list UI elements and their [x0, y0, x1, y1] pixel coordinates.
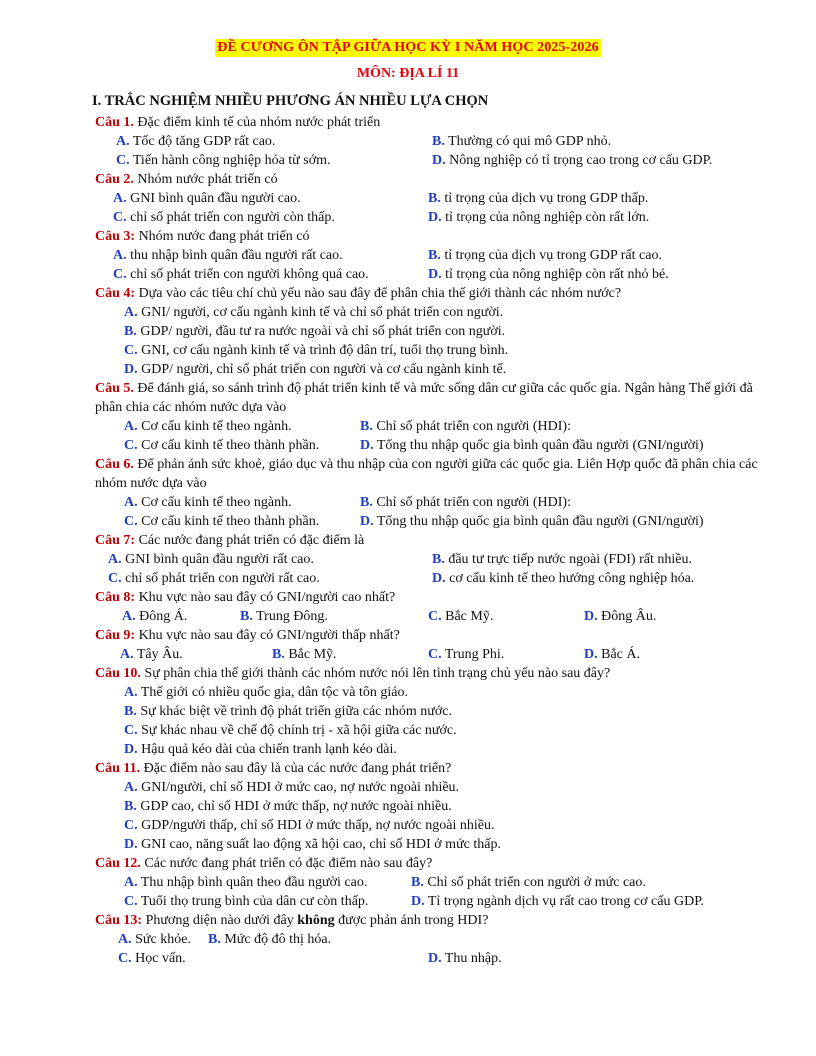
question-text: Khu vực nào sau đây có GNI/người cao nhất? — [135, 590, 396, 605]
question-number: Câu 6. — [95, 457, 134, 472]
option-text: GNI/người, chỉ số HDI ở mức cao, nợ nước ngoài nhiều. — [137, 780, 460, 795]
option-c — [113, 265, 369, 284]
option-letter: D. — [584, 647, 598, 662]
option-text: Học vấn. — [131, 951, 186, 966]
option-text: Tây Âu. — [133, 647, 183, 662]
option-row — [0, 569, 816, 588]
option-text: Tốc độ tăng GDP rất cao. — [129, 134, 276, 149]
option-d — [360, 512, 704, 531]
option-a — [122, 607, 187, 626]
question-number: Câu 13: — [95, 913, 143, 928]
question-block — [0, 455, 816, 531]
question-text: Để phản ánh sức khoẻ, giáo dục và thu nhập của con người giữa các quốc gia. Liên Hợp quốc đã phân chia các nhóm nước dựa vào — [95, 457, 758, 491]
option-d — [584, 645, 640, 664]
question-number: Câu 7: — [95, 533, 136, 548]
option-letter: A. — [124, 780, 138, 795]
option-letter: C. — [118, 951, 132, 966]
option-text: Cơ cấu kinh tế theo thành phần. — [137, 514, 320, 529]
question-block — [0, 664, 816, 759]
option-letter: D. — [360, 438, 374, 453]
question-stem — [95, 854, 775, 873]
document-title: ĐỀ CƯƠNG ÔN TẬP GIỮA HỌC KỲ I NĂM HỌC 2025-2026 — [217, 40, 599, 55]
question-number: Câu 10. — [95, 666, 141, 681]
option-b — [124, 797, 816, 816]
question-list — [0, 113, 816, 968]
option-letter: B. — [124, 704, 137, 719]
option-text: Tiến hành công nghiệp hóa từ sớm. — [129, 153, 331, 168]
option-b — [124, 702, 816, 721]
option-a — [124, 493, 292, 512]
option-d — [124, 740, 816, 759]
option-text: Bắc Á. — [597, 647, 641, 662]
option-a — [124, 683, 816, 702]
option-text: GNI bình quân đầu người rất cao. — [121, 552, 314, 567]
option-row — [0, 607, 816, 626]
option-text: Bắc Mỹ. — [441, 609, 494, 624]
option-row — [0, 208, 816, 227]
option-letter: B. — [432, 552, 445, 567]
option-text: cơ cấu kinh tế theo hướng công nghiệp hóa. — [445, 571, 695, 586]
option-letter: C. — [113, 267, 127, 282]
option-text: chỉ số phát triển con người không quá cao. — [126, 267, 369, 282]
option-text: Thế giới có nhiều quốc gia, dân tộc và tôn giáo. — [137, 685, 408, 700]
option-row — [0, 512, 816, 531]
option-a — [124, 778, 816, 797]
title-wrap — [0, 38, 816, 57]
option-c — [124, 892, 368, 911]
option-letter: B. — [240, 609, 253, 624]
option-letter: A. — [116, 134, 130, 149]
option-text: Tổng thu nhập quốc gia bình quân đầu người (GNI/người) — [373, 514, 704, 529]
option-text: Cơ cấu kinh tế theo ngành. — [137, 495, 292, 510]
option-letter: D. — [432, 153, 446, 168]
option-text: Thu nhập. — [441, 951, 502, 966]
question-stem — [95, 113, 775, 132]
option-b — [272, 645, 337, 664]
option-letter: D. — [428, 267, 442, 282]
option-letter: C. — [124, 894, 138, 909]
option-b — [360, 417, 571, 436]
option-letter: A. — [124, 419, 138, 434]
option-row — [0, 493, 816, 512]
option-c — [116, 151, 331, 170]
option-letter: D. — [428, 951, 442, 966]
question-text: Dựa vào các tiêu chí chủ yếu nào sau đây để phân chia thế giới thành các nhóm nước? — [135, 286, 622, 301]
question-block — [0, 759, 816, 854]
option-text: Sức khỏe. — [131, 932, 191, 947]
option-letter: A. — [122, 609, 136, 624]
option-text: Nông nghiệp có tỉ trọng cao trong cơ cấu GDP. — [445, 153, 713, 168]
option-text: Đông Á. — [135, 609, 188, 624]
option-letter: C. — [428, 647, 442, 662]
option-row — [0, 550, 816, 569]
question-stem — [95, 379, 775, 417]
option-b — [124, 322, 816, 341]
question-number: Câu 1. — [95, 115, 134, 130]
option-row — [0, 949, 816, 968]
question-text: Sự phân chia thế giới thành các nhóm nước nói lên tình trạng chủ yếu nào sau đây? — [140, 666, 611, 681]
option-text: Đông Âu. — [597, 609, 657, 624]
option-letter: C. — [113, 210, 127, 225]
option-row — [0, 645, 816, 664]
question-stem — [95, 531, 775, 550]
option-text: tỉ trọng của nông nghiệp còn rất lớn. — [441, 210, 650, 225]
option-text: GDP/ người, chỉ số phát triển con người và cơ cấu ngành kinh tế. — [137, 362, 507, 377]
option-a — [108, 550, 314, 569]
option-c — [118, 949, 186, 968]
option-d — [428, 208, 649, 227]
question-block — [0, 379, 816, 455]
option-text: GNI cao, năng suất lao động xã hội cao, chỉ số HDI ở mức thấp. — [137, 837, 501, 852]
option-letter: C. — [124, 438, 138, 453]
option-letter: A. — [108, 552, 122, 567]
question-text-bold: không — [297, 913, 335, 928]
option-text: Tổng thu nhập quốc gia bình quân đầu người (GNI/người) — [373, 438, 704, 453]
option-letter: B. — [124, 324, 137, 339]
question-text: Nhóm nước đang phát triển có — [135, 229, 310, 244]
subject-heading: MÔN: ĐỊA LÍ 11 — [356, 66, 460, 81]
option-letter: C. — [116, 153, 130, 168]
option-c — [124, 721, 816, 740]
option-text: thu nhập bình quân đầu người rất cao. — [126, 248, 343, 263]
option-d — [428, 949, 502, 968]
question-text: Các nước đang phát triển có đặc điểm nào sau đây? — [140, 856, 433, 871]
option-letter: A. — [124, 685, 138, 700]
option-c — [113, 208, 335, 227]
option-letter: A. — [124, 875, 138, 890]
option-text: GDP cao, chỉ số HDI ở mức thấp, nợ nước ngoài nhiều. — [136, 799, 452, 814]
question-stem — [95, 227, 775, 246]
question-stem — [95, 626, 775, 645]
option-row — [0, 151, 816, 170]
option-text: Bắc Mỹ. — [284, 647, 337, 662]
option-text: Cơ cấu kinh tế theo ngành. — [137, 419, 292, 434]
question-block — [0, 588, 816, 626]
option-b — [432, 132, 611, 151]
option-text: Tuổi thọ trung bình của dân cư còn thấp. — [137, 894, 369, 909]
option-b — [428, 246, 662, 265]
option-c — [428, 607, 493, 626]
question-number: Câu 8: — [95, 590, 136, 605]
question-number: Câu 3: — [95, 229, 136, 244]
option-letter: B. — [124, 799, 137, 814]
question-number: Câu 4: — [95, 286, 136, 301]
option-text: chỉ số phát triển con người rất cao. — [121, 571, 320, 586]
option-letter: A. — [124, 305, 138, 320]
option-b — [240, 607, 328, 626]
option-text: GNI bình quân đầu người cao. — [126, 191, 301, 206]
option-letter: C. — [428, 609, 442, 624]
option-c — [124, 436, 319, 455]
option-d — [428, 265, 669, 284]
question-block — [0, 911, 816, 968]
question-number: Câu 11. — [95, 761, 141, 776]
option-row — [0, 873, 816, 892]
option-text: Thường có qui mô GDP nhỏ. — [444, 134, 612, 149]
option-letter: B. — [208, 932, 221, 947]
question-block — [0, 170, 816, 227]
question-block — [0, 227, 816, 284]
question-number: Câu 12. — [95, 856, 141, 871]
option-letter: B. — [428, 248, 441, 263]
option-b — [208, 930, 331, 949]
option-text: Mức độ đô thị hóa. — [220, 932, 332, 947]
option-letter: A. — [120, 647, 134, 662]
option-text: đầu tư trực tiếp nước ngoài (FDI) rất nhiều. — [444, 552, 692, 567]
question-text: Khu vực nào sau đây có GNI/người thấp nhất? — [135, 628, 400, 643]
option-letter: B. — [432, 134, 445, 149]
option-text: chỉ số phát triển con người còn thấp. — [126, 210, 335, 225]
option-letter: A. — [113, 248, 127, 263]
option-d — [124, 835, 816, 854]
option-row — [0, 892, 816, 911]
question-block — [0, 113, 816, 170]
option-text: Tỉ trọng ngành dịch vụ rất cao trong cơ cấu GDP. — [424, 894, 704, 909]
option-text: tỉ trọng của dịch vụ trong GDP rất cao. — [440, 248, 662, 263]
question-text: Đặc điểm nào sau đây là của các nước đang phát triển? — [140, 761, 452, 776]
option-text: Chỉ số phát triển con người (HDI): — [372, 419, 571, 434]
option-letter: D. — [584, 609, 598, 624]
option-text: Cơ cấu kinh tế theo thành phần. — [137, 438, 320, 453]
question-stem — [95, 759, 775, 778]
option-row — [0, 246, 816, 265]
option-letter: D. — [428, 210, 442, 225]
option-d — [584, 607, 656, 626]
option-c — [124, 512, 319, 531]
option-letter: D. — [124, 837, 138, 852]
option-b — [360, 493, 571, 512]
option-a — [113, 189, 301, 208]
option-row — [0, 930, 816, 949]
option-d — [432, 569, 694, 588]
option-letter: B. — [428, 191, 441, 206]
option-letter: C. — [124, 514, 138, 529]
option-a — [116, 132, 275, 151]
question-block — [0, 531, 816, 588]
option-a — [124, 417, 292, 436]
question-text: Nhóm nước phát triển có — [133, 172, 278, 187]
question-stem — [95, 911, 775, 930]
question-block — [0, 854, 816, 911]
option-letter: D. — [411, 894, 425, 909]
question-stem — [95, 170, 775, 189]
question-text: Phương diện nào dưới đây — [142, 913, 298, 928]
option-text: Chỉ số phát triển con người ở mức cao. — [423, 875, 646, 890]
option-letter: B. — [272, 647, 285, 662]
option-text: GNI, cơ cấu ngành kinh tế và trình độ dân trí, tuổi thọ trung bình. — [137, 343, 509, 358]
question-text: Đặc điểm kinh tế của nhóm nước phát triển — [133, 115, 381, 130]
option-letter: D. — [124, 362, 138, 377]
option-letter: C. — [108, 571, 122, 586]
option-letter: B. — [360, 495, 373, 510]
option-letter: B. — [360, 419, 373, 434]
option-letter: D. — [124, 742, 138, 757]
option-letter: B. — [411, 875, 424, 890]
option-letter: A. — [118, 932, 132, 947]
option-row — [0, 189, 816, 208]
option-text: GDP/người thấp, chỉ số HDI ở mức thấp, nợ nước ngoài nhiều. — [137, 818, 495, 833]
question-number: Câu 2. — [95, 172, 134, 187]
question-text: Các nước đang phát triển có đặc điểm là — [135, 533, 365, 548]
question-stem — [95, 588, 775, 607]
option-text: tỉ trọng của dịch vụ trong GDP thấp. — [440, 191, 649, 206]
option-row — [0, 436, 816, 455]
section-heading: I. TRẮC NGHIỆM NHIỀU PHƯƠNG ÁN NHIỀU LỰA CHỌN — [92, 93, 489, 109]
option-d — [432, 151, 712, 170]
option-c — [124, 816, 816, 835]
option-text: GNI/ người, cơ cấu ngành kinh tế và chỉ số phát triển con người. — [137, 305, 504, 320]
option-c — [108, 569, 320, 588]
option-a — [113, 246, 343, 265]
option-row — [0, 132, 816, 151]
question-number: Câu 9: — [95, 628, 136, 643]
option-text: Trung Phi. — [441, 647, 505, 662]
option-b — [428, 189, 648, 208]
option-letter: D. — [360, 514, 374, 529]
question-block — [0, 284, 816, 379]
option-c — [428, 645, 504, 664]
question-stem — [95, 455, 775, 493]
question-text: được phản ánh trong HDI? — [334, 913, 489, 928]
option-b — [411, 873, 646, 892]
question-block — [0, 626, 816, 664]
option-letter: C. — [124, 818, 138, 833]
question-text: Để đánh giá, so sánh trình độ phát triển kinh tế và mức sống dân cư giữa các quốc gia. Ngân hàng Thế giới đã phân chia các nhóm nước dựa vào — [95, 381, 753, 415]
option-a — [124, 873, 367, 892]
option-a — [120, 645, 183, 664]
question-stem — [95, 664, 775, 683]
option-letter: C. — [124, 343, 138, 358]
option-row — [0, 417, 816, 436]
question-stem — [95, 284, 775, 303]
option-text: GDP/ người, đầu tư ra nước ngoài và chỉ số phát triển con người. — [136, 324, 506, 339]
option-d — [411, 892, 704, 911]
option-text: tỉ trọng của nông nghiệp còn rất nhỏ bé. — [441, 267, 669, 282]
question-number: Câu 5. — [95, 381, 134, 396]
option-d — [124, 360, 816, 379]
option-text: Sự khác nhau về chế độ chính trị - xã hội giữa các nước. — [137, 723, 457, 738]
option-text: Chỉ số phát triển con người (HDI): — [372, 495, 571, 510]
option-text: Thu nhập bình quân theo đầu người cao. — [137, 875, 368, 890]
option-letter: D. — [432, 571, 446, 586]
option-a — [118, 930, 191, 949]
option-text: Sự khác biệt về trình độ phát triển giữa các nhóm nước. — [136, 704, 452, 719]
option-text: Trung Đông. — [252, 609, 328, 624]
option-b — [432, 550, 692, 569]
option-text: Hậu quả kéo dài của chiến tranh lạnh kéo dài. — [137, 742, 397, 757]
option-letter: C. — [124, 723, 138, 738]
option-row — [0, 265, 816, 284]
option-d — [360, 436, 704, 455]
option-letter: A. — [113, 191, 127, 206]
option-a — [124, 303, 816, 322]
option-c — [124, 341, 816, 360]
option-letter: A. — [124, 495, 138, 510]
